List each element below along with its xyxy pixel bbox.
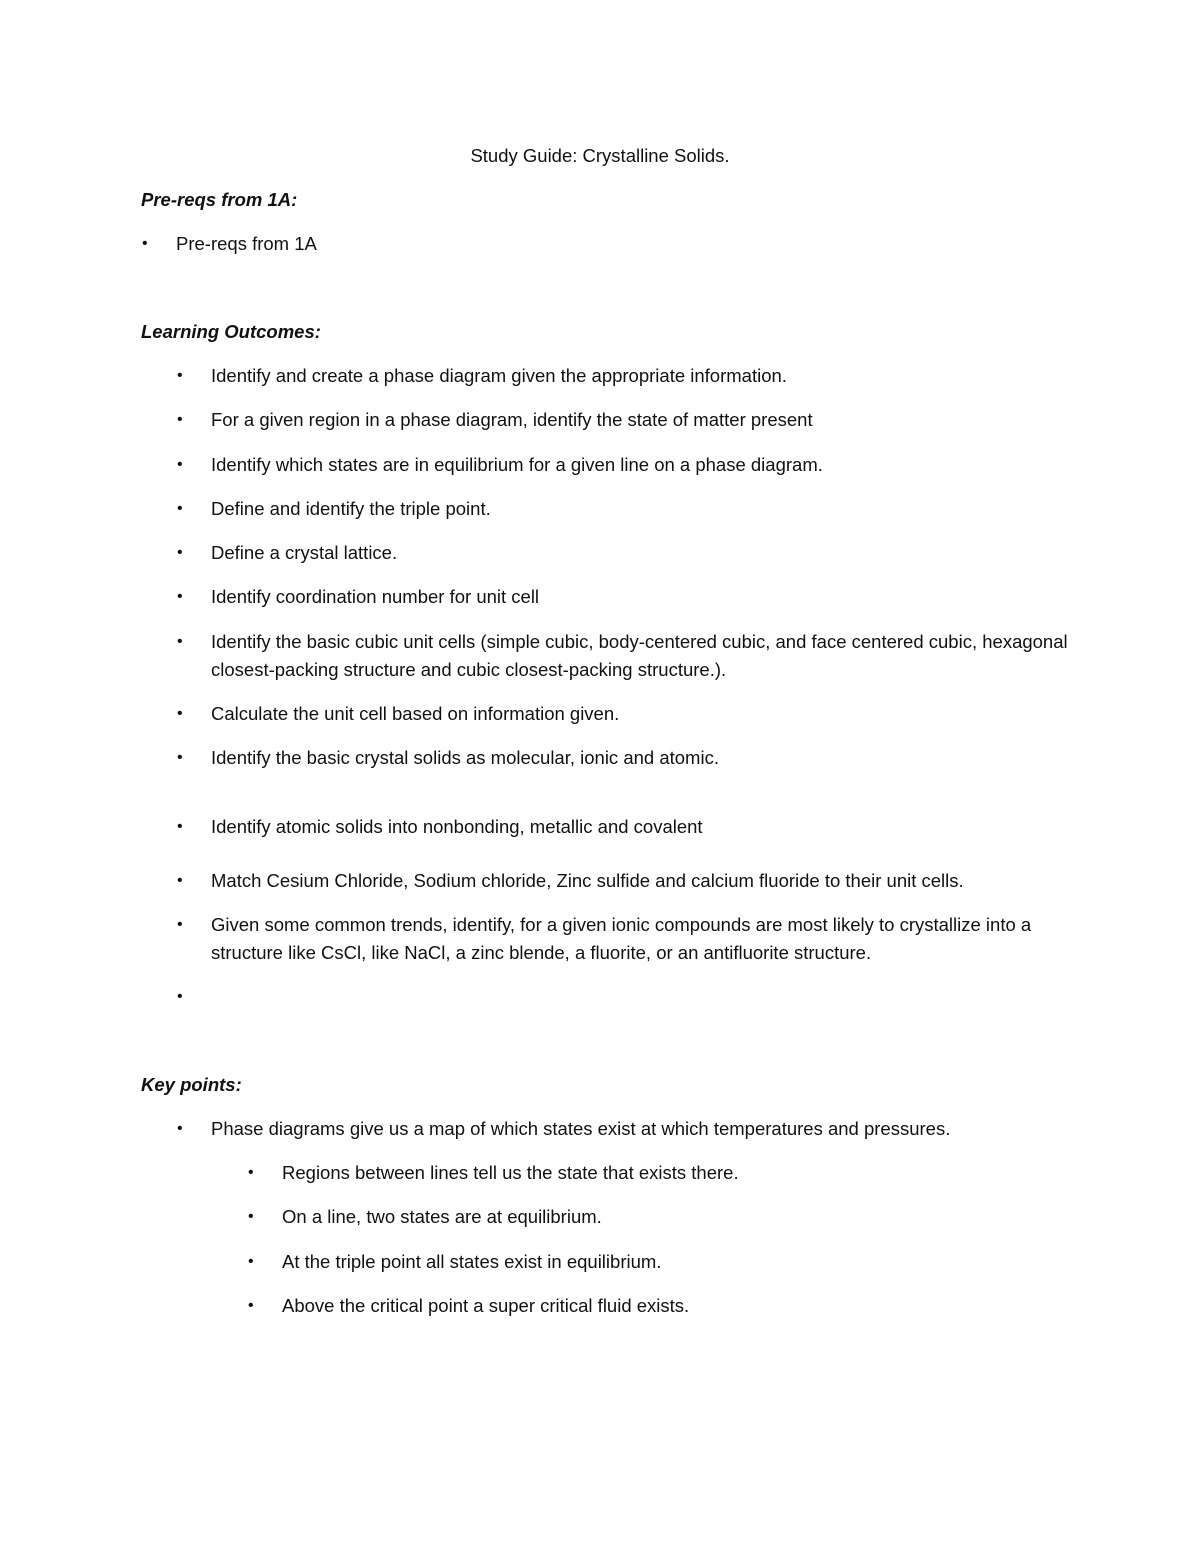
bullet-icon: • [177, 872, 183, 889]
list-item [248, 1203, 1102, 1231]
list-item [142, 230, 1056, 258]
bullet-icon: • [177, 988, 183, 1005]
list-item-text: For a given region in a phase diagram, identify the state of matter present [211, 409, 813, 430]
list-item [248, 1159, 1102, 1187]
document-title: Study Guide: Crystalline Solids. [470, 145, 730, 166]
list-item-text: Regions between lines tell us the state that exists there. [282, 1162, 739, 1183]
bullet-icon: • [248, 1297, 254, 1314]
bullet-icon: • [177, 588, 183, 605]
list-item-text: Identify the basic cubic unit cells (simple cubic, body-centered cubic, and face centered cubic, hexagonal closest-packing structure and cubic closest-packing structure.). [211, 631, 1068, 680]
bullet-icon: • [142, 235, 148, 252]
list-item-text: Define a crystal lattice. [211, 542, 398, 563]
list-item [248, 1292, 1102, 1320]
list-item-text: Match Cesium Chloride, Sodium chloride, Zinc sulfide and calcium fluoride to their unit cells. [211, 870, 964, 891]
bullet-icon: • [177, 367, 183, 384]
list-item-text: Identify coordination number for unit cell [211, 586, 540, 607]
bullet-icon: • [177, 916, 183, 933]
list-item [177, 813, 1091, 841]
list-item-text: Given some common trends, identify, for a given ionic compounds are most likely to crystallize into a structure like CsCl, like NaCl, a zinc blende, a fluorite, or an antifluorite structure. [211, 914, 1032, 963]
list-item [177, 628, 1091, 684]
bullet-icon: • [177, 818, 183, 835]
list-item [177, 406, 1091, 434]
list-item-text: Identify which states are in equilibrium for a given line on a phase diagram. [211, 454, 823, 475]
list-item-text: Pre-reqs from 1A [176, 233, 317, 254]
bullet-icon: • [177, 544, 183, 561]
bullet-icon: • [177, 1120, 183, 1137]
keypoints-heading: Key points: [141, 1074, 242, 1095]
bullet-icon: • [177, 749, 183, 766]
bullet-icon: • [177, 705, 183, 722]
bullet-icon: • [248, 1253, 254, 1270]
list-item [177, 1115, 1091, 1143]
bullet-icon: • [177, 500, 183, 517]
bullet-icon: • [177, 456, 183, 473]
list-item [177, 744, 1091, 772]
list-item-text: Above the critical point a super critical fluid exists. [282, 1295, 690, 1316]
prereqs-heading: Pre-reqs from 1A: [141, 189, 298, 210]
bullet-icon: • [177, 633, 183, 650]
bullet-icon: • [248, 1164, 254, 1181]
list-item-text: On a line, two states are at equilibrium. [282, 1206, 602, 1227]
list-item-text: Define and identify the triple point. [211, 498, 491, 519]
list-item [177, 700, 1091, 728]
list-item [177, 583, 1091, 611]
list-item [177, 451, 1091, 479]
outcomes-heading: Learning Outcomes: [141, 321, 321, 342]
list-item [177, 362, 1091, 390]
list-item [177, 911, 1091, 967]
list-item [248, 1248, 1102, 1276]
list-item [177, 539, 1091, 567]
list-item [177, 867, 1091, 895]
list-item [177, 495, 1091, 523]
bullet-icon: • [248, 1208, 254, 1225]
list-item-text: At the triple point all states exist in equilibrium. [282, 1251, 662, 1272]
list-item-text: Identify and create a phase diagram given the appropriate information. [211, 365, 787, 386]
list-item-text: Identify the basic crystal solids as molecular, ionic and atomic. [211, 747, 719, 768]
list-item-text: Phase diagrams give us a map of which states exist at which temperatures and pressures. [211, 1118, 951, 1139]
list-item-text: Calculate the unit cell based on information given. [211, 703, 620, 724]
bullet-icon: • [177, 411, 183, 428]
list-item-text: Identify atomic solids into nonbonding, metallic and covalent [211, 816, 703, 837]
